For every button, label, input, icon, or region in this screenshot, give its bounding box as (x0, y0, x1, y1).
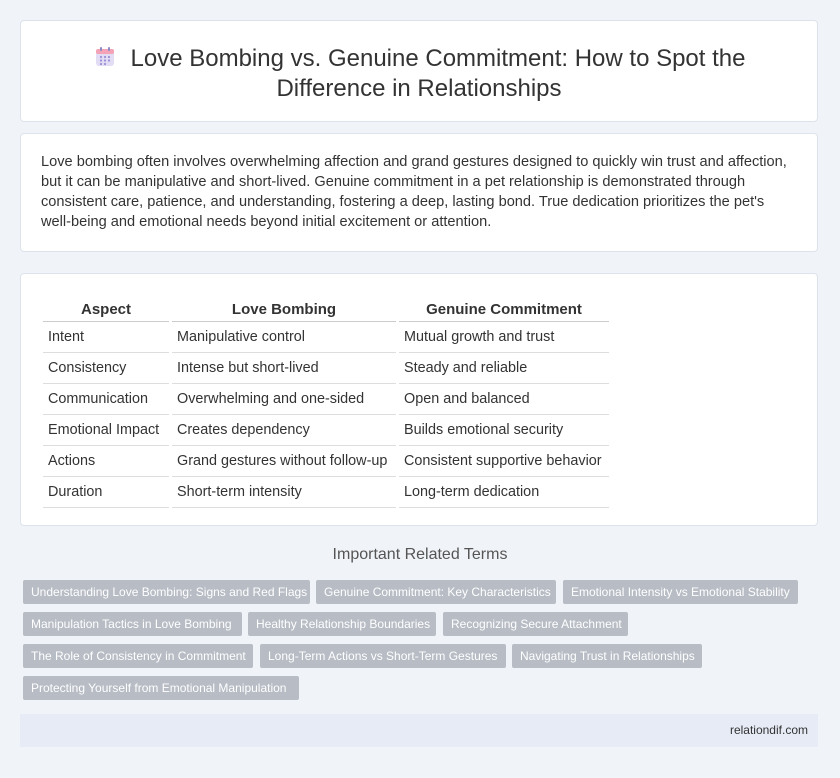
cell-aspect: Communication (43, 384, 169, 415)
related-tag[interactable]: Long-Term Actions vs Short-Term Gestures (260, 644, 506, 668)
related-tag[interactable]: Navigating Trust in Relationships (512, 644, 702, 668)
cell-genuine-commitment: Builds emotional security (399, 415, 609, 446)
cell-genuine-commitment: Open and balanced (399, 384, 609, 415)
table-row (43, 384, 609, 415)
related-tag[interactable]: Understanding Love Bombing: Signs and Red Flags (23, 580, 310, 604)
title-line-1: Love Bombing vs. Genuine Commitment: How to Spot the (130, 45, 746, 72)
cell-genuine-commitment: Long-term dedication (399, 477, 609, 508)
cell-love-bombing: Creates dependency (172, 415, 396, 446)
calendar-icon (93, 45, 117, 69)
cell-aspect: Emotional Impact (43, 415, 169, 446)
cell-love-bombing: Short-term intensity (172, 477, 396, 508)
related-tag[interactable]: Protecting Yourself from Emotional Manipulation (23, 676, 299, 700)
footer (20, 714, 818, 747)
table-row (43, 415, 609, 446)
cell-aspect: Actions (43, 446, 169, 477)
footer-site[interactable]: relationdif.com (729, 723, 808, 737)
table-row (43, 477, 609, 508)
summary-text: Love bombing often involves overwhelming affection and grand gestures designed to quickly win trust and affection, but it can be manipulative and short-lived. Genuine commitment in a pet relationship is demonstrated through consistent care, patience, and understanding, fostering a deep, lasting bond. True dedication prioritizes the pet's well-being and emotional needs beyond initial excitement or attention. (41, 154, 787, 230)
cell-love-bombing: Intense but short-lived (172, 353, 396, 384)
cell-aspect: Consistency (43, 353, 169, 384)
table-header-row (43, 295, 609, 322)
page-title (21, 21, 817, 104)
summary-card (20, 133, 818, 252)
cell-genuine-commitment: Mutual growth and trust (399, 322, 609, 353)
table-row (43, 353, 609, 384)
cell-love-bombing: Manipulative control (172, 322, 396, 353)
related-tag[interactable]: Emotional Intensity vs Emotional Stability (563, 580, 798, 604)
comparison-table (43, 295, 609, 508)
title-card (20, 20, 818, 122)
cell-aspect: Intent (43, 322, 169, 353)
table-row (43, 322, 609, 353)
header-love-bombing: Love Bombing (172, 295, 396, 322)
related-terms-title: Important Related Terms (332, 546, 508, 563)
related-tag[interactable]: The Role of Consistency in Commitment (23, 644, 253, 668)
cell-aspect: Duration (43, 477, 169, 508)
header-aspect: Aspect (43, 295, 169, 322)
cell-genuine-commitment: Consistent supportive behavior (399, 446, 609, 477)
comparison-card (20, 273, 818, 526)
cell-genuine-commitment: Steady and reliable (399, 353, 609, 384)
table-row (43, 446, 609, 477)
related-tag[interactable]: Recognizing Secure Attachment (443, 612, 628, 636)
related-tag[interactable]: Healthy Relationship Boundaries (248, 612, 436, 636)
cell-love-bombing: Grand gestures without follow-up (172, 446, 396, 477)
related-tag[interactable]: Manipulation Tactics in Love Bombing (23, 612, 242, 636)
related-tag[interactable]: Genuine Commitment: Key Characteristics (316, 580, 556, 604)
title-line-2: Difference in Relationships (276, 75, 562, 102)
header-genuine-commitment: Genuine Commitment (399, 295, 609, 322)
cell-love-bombing: Overwhelming and one-sided (172, 384, 396, 415)
